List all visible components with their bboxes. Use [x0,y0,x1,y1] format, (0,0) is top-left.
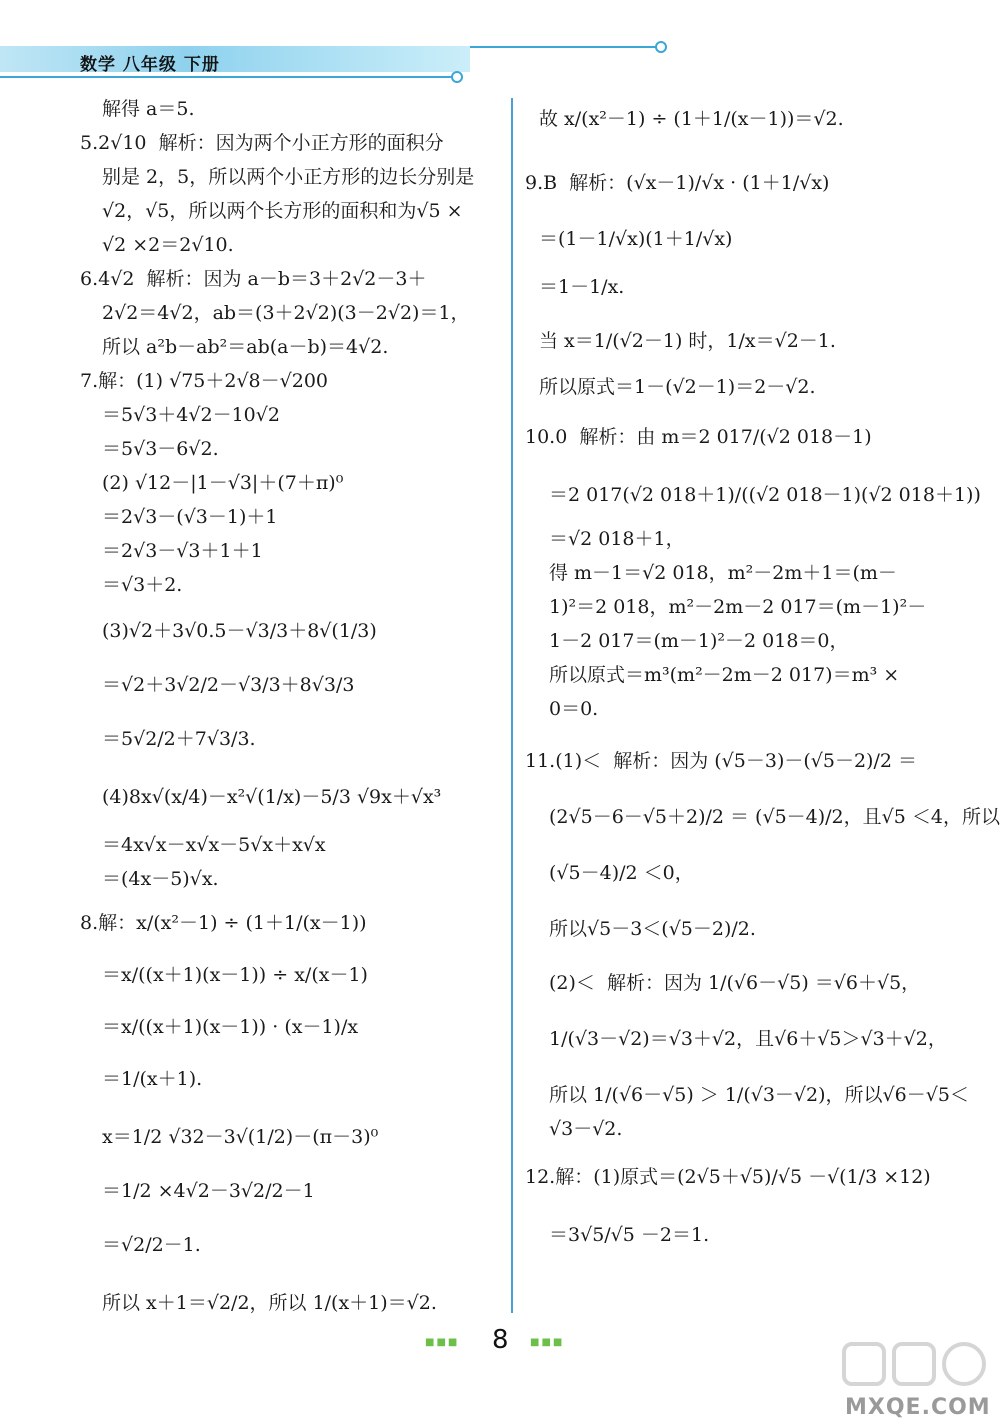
header-band [0,46,470,72]
left-column [80,92,500,1320]
footer-deco-right: ■■■ [530,1337,565,1348]
header-bottom-rule [0,76,455,78]
solution-line: 所以 x＋1＝√2/2，所以 1/(x＋1)＝√2. [102,1292,437,1314]
solution-line: (4)8x√(x/4)－x²√(1/x)－5/3 √9x＋√x³ [102,786,442,808]
column-divider [511,98,513,1313]
footer-deco-left: ■■■ [425,1337,460,1348]
solution-line: (3)√2＋3√0.5－√3/3＋8√(1/3) [102,620,377,642]
solution-line: 所以√5－3＜(√5－2)/2. [549,918,756,940]
solution-line: ＝2√3－(√3－1)＋1 [102,506,278,528]
solution-line: ＝1－1/x. [539,276,625,298]
solution-line: 9.B 解析：(√x－1)/√x · (1＋1/√x) [525,172,830,194]
solution-line: 8.解：x/(x²－1) ÷ (1＋1/(x－1)) [80,912,367,934]
solution-line: √3－√2. [549,1118,623,1140]
solution-line: ＝1/(x＋1). [102,1068,203,1090]
solution-line: (2) √12－|1－√3|＋(7＋π)⁰ [102,472,344,494]
solution-line: 得 m－1＝√2 018，m²－2m＋1＝(m－ [549,562,897,584]
solution-line: 所以 1/(√6－√5) ＞ 1/(√3－√2)，所以√6－√5＜ [549,1084,969,1106]
solution-line: √2，√5，所以两个长方形的面积和为√5 × [102,200,463,222]
solution-line: 所以 a²b－ab²＝ab(a－b)＝4√2. [102,336,389,358]
solution-line: (2)＜ 解析：因为 1/(√6－√5) ＝√6＋√5， [549,972,921,994]
solution-line: 11.(1)＜ 解析：因为 (√5－3)－(√5－2)/2 ＝ [525,750,917,772]
solution-line: ＝3√5/√5 －2＝1. [549,1224,710,1246]
solution-line: 6.4√2 解析：因为 a－b＝3＋2√2－3＋ [80,268,427,290]
solution-line: √2 ×2＝2√10. [102,234,234,256]
solution-line: 解得 a＝5. [102,98,195,120]
solution-line: 10.0 解析：由 m＝2 017/(√2 018－1) [525,426,872,448]
solution-line: 1)²＝2 018，m²－2m－2 017＝(m－1)²－ [549,596,927,618]
solution-line: ＝2√3－√3＋1＋1 [102,540,263,562]
page-title: 数学 八年级 下册 [80,55,220,75]
solution-line: ＝5√3－6√2. [102,438,219,460]
solution-line: ＝√2/2－1. [102,1234,201,1256]
solution-line: x＝1/2 √32－3√(1/2)－(π－3)⁰ [102,1126,379,1148]
header-top-dot [655,41,667,53]
solution-line: 5.2√10 解析：因为两个小正方形的面积分 [80,132,444,154]
solution-line: 0＝0. [549,698,599,720]
solution-line: ＝√2 018＋1， [549,528,685,550]
solution-line: 12.解：(1)原式＝(2√5＋√5)/√5 －√(1/3 ×12) [525,1166,931,1188]
page-number: 8 [492,1325,509,1355]
solution-line: ＝√2＋3√2/2－√3/3＋8√3/3 [102,674,355,696]
solution-line: 所以原式＝m³(m²－2m－2 017)＝m³ × [549,664,900,686]
solution-line: 7.解：(1) √75＋2√8－√200 [80,370,329,392]
solution-line: 2√2＝4√2，ab＝(3＋2√2)(3－2√2)＝1， [102,302,470,324]
solution-line: (√5－4)/2 ＜0， [549,862,694,884]
solution-line: 别是 2，5，所以两个小正方形的边长分别是 [102,166,475,188]
solution-line: 1－2 017＝(m－1)²－2 018＝0， [549,630,849,652]
solution-line: ＝√3＋2. [102,574,183,596]
watermark-text: MXQE.COM [845,1395,991,1420]
solution-line: ＝1/2 ×4√2－3√2/2－1 [102,1180,315,1202]
solution-line: (2√5－6－√5＋2)/2 ＝ (√5－4)/2，且√5 ＜4，所以 [549,806,1000,828]
solution-line: 当 x＝1/(√2－1) 时，1/x＝√2－1. [539,330,836,352]
solution-line: ＝2 017(√2 018＋1)/((√2 018－1)(√2 018＋1)) [549,484,981,506]
solution-line: ＝5√3＋4√2－10√2 [102,404,280,426]
solution-line: ＝(1－1/√x)(1＋1/√x) [539,228,733,250]
solution-line: ＝5√2/2＋7√3/3. [102,728,256,750]
right-column [525,92,1000,1252]
solution-line: 所以原式＝1－(√2－1)＝2－√2. [539,376,816,398]
solution-line: 1/(√3－√2)＝√3＋√2，且√6＋√5＞√3＋√2， [549,1028,947,1050]
header-bottom-dot [451,71,463,83]
solution-line: ＝(4x－5)√x. [102,868,219,890]
solution-line: ＝4x√x－x√x－5√x＋x√x [102,834,326,856]
solution-line: ＝x/((x＋1)(x－1)) ÷ x/(x－1) [102,964,368,986]
solution-line: 故 x/(x²－1) ÷ (1＋1/(x－1))＝√2. [539,108,844,130]
solution-line: ＝x/((x＋1)(x－1)) · (x－1)/x [102,1016,359,1038]
